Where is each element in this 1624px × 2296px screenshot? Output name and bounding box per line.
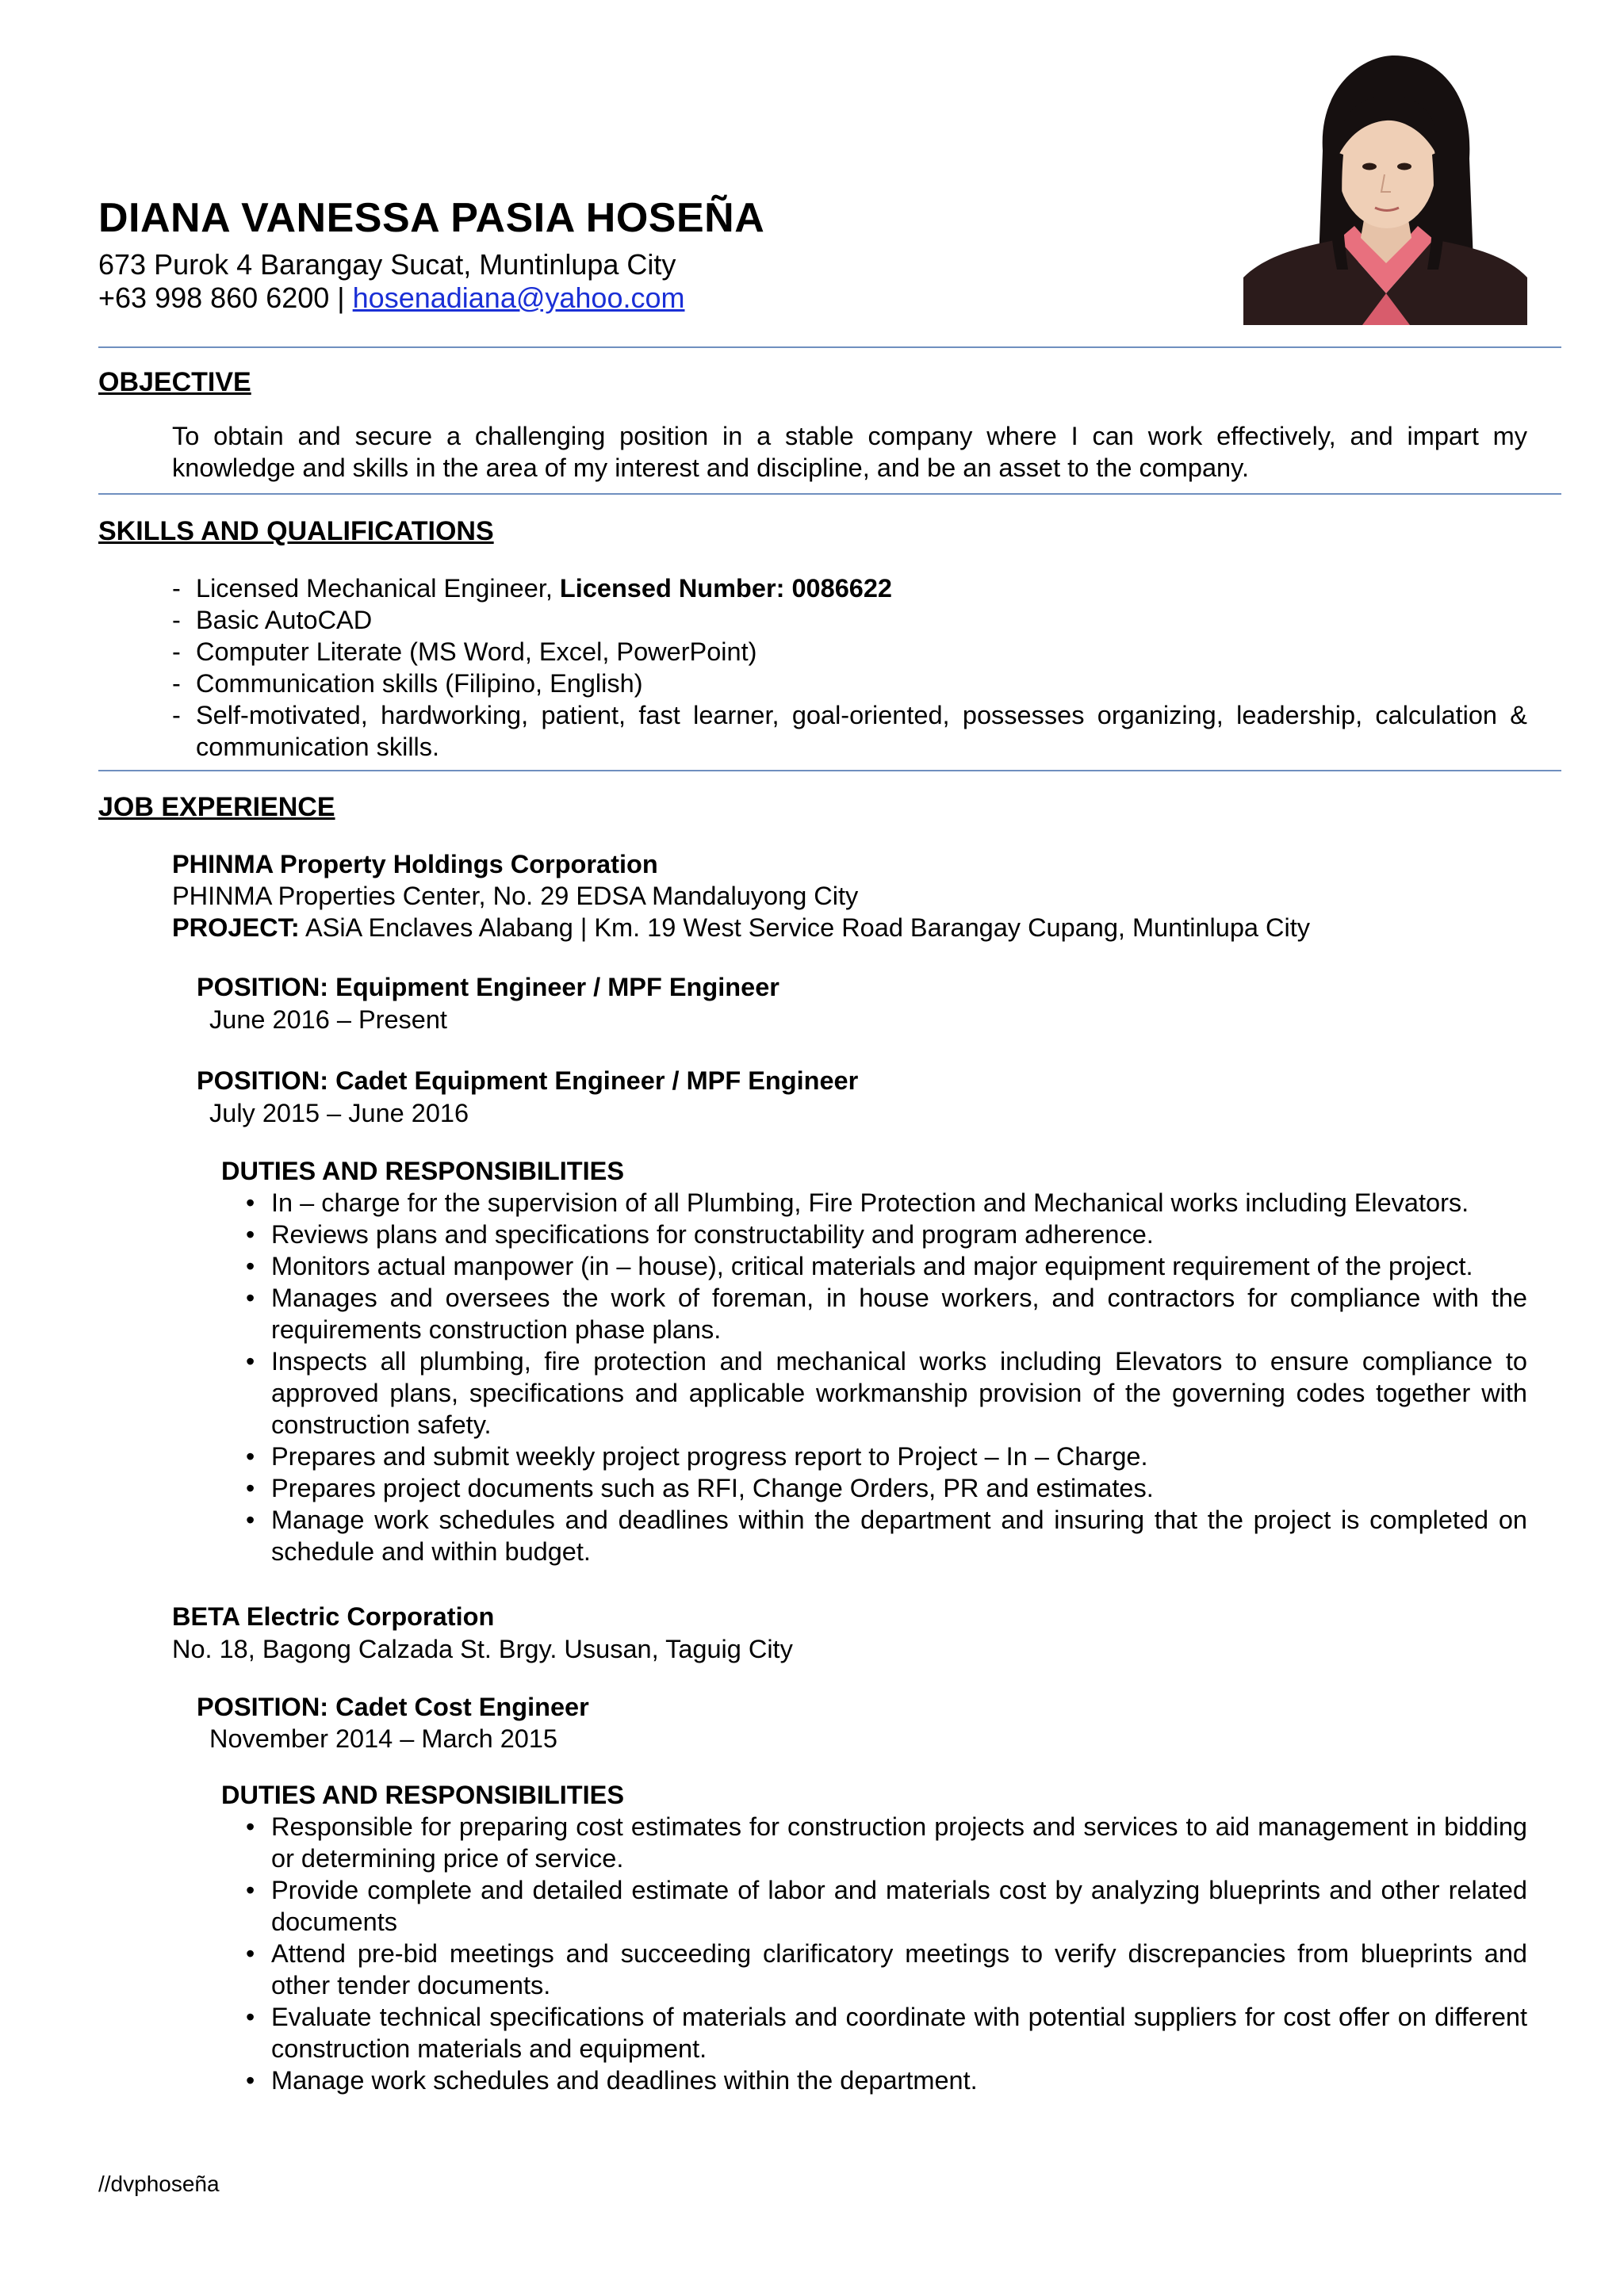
contact-line <box>98 281 685 316</box>
footer-signature: //dvphoseña <box>98 2172 220 2196</box>
duties-heading: DUTIES AND RESPONSIBILITIES <box>221 1157 625 1185</box>
company-address: PHINMA Properties Center, No. 29 EDSA Mandaluyong City <box>172 882 859 910</box>
section-heading-skills: SKILLS AND QUALIFICATIONS <box>98 516 494 546</box>
applicant-name: DIANA VANESSA PASIA HOSEÑA <box>98 195 765 241</box>
list-item: - Self-motivated, hardworking, patient, fast learner, goal-oriented, possesses organizing, leadership, calculation & communication skills. <box>172 699 1527 763</box>
list-item: • Reviews plans and specifications for constructability and program adherence. <box>246 1219 1527 1250</box>
list-item: - Communication skills (Filipino, English) <box>172 668 1527 699</box>
portrait-image <box>1243 55 1527 325</box>
divider <box>98 770 1561 771</box>
position-dates: June 2016 – Present <box>209 1005 447 1034</box>
skills-list <box>172 572 1527 763</box>
objective-text: To obtain and secure a challenging position in a stable company where I can work effectively, and impart my knowledge and skills in the area of my interest and discipline, and be an asset to the company. <box>172 422 1527 482</box>
list-item: - Basic AutoCAD <box>172 604 1527 636</box>
section-heading-objective: OBJECTIVE <box>98 367 251 397</box>
list-item: - Computer Literate (MS Word, Excel, PowerPoint) <box>172 636 1527 668</box>
list-item: - Licensed Mechanical Engineer, Licensed Number: 0086622 <box>172 572 1527 604</box>
list-item: • Prepares project documents such as RFI, Change Orders, PR and estimates. <box>246 1472 1527 1504</box>
section-heading-experience: JOB EXPERIENCE <box>98 792 335 822</box>
list-item: • Manage work schedules and deadlines within the department. <box>246 2064 1527 2096</box>
divider <box>98 346 1561 348</box>
list-item: • Provide complete and detailed estimate of labor and materials cost by analyzing blueprints and other related documents <box>246 1874 1527 1938</box>
list-item: • In – charge for the supervision of all Plumbing, Fire Protection and Mechanical works including Elevators. <box>246 1187 1527 1219</box>
position-dates: July 2015 – June 2016 <box>209 1099 469 1127</box>
list-item: • Inspects all plumbing, fire protection and mechanical works including Elevators to ensure compliance to approved plans, specifications and applicable workmanship provision of the governing codes together with construction safety. <box>246 1345 1527 1441</box>
list-item: • Attend pre-bid meetings and succeeding clarificatory meetings to verify discrepancies from blueprints and other tender documents. <box>246 1938 1527 2001</box>
divider <box>98 493 1561 495</box>
company-name: BETA Electric Corporation <box>172 1602 495 1631</box>
position-title: POSITION: Equipment Engineer / MPF Engineer <box>197 973 779 1001</box>
address: 673 Purok 4 Barangay Sucat, Muntinlupa City <box>98 248 676 281</box>
position-dates: November 2014 – March 2015 <box>209 1724 558 1753</box>
list-item: • Manage work schedules and deadlines within the department and insuring that the project is completed on schedule and within budget. <box>246 1504 1527 1567</box>
company-address: No. 18, Bagong Calzada St. Brgy. Ususan, Taguig City <box>172 1635 793 1663</box>
license-number: Licensed Number: 0086622 <box>559 574 892 603</box>
list-item: • Manages and oversees the work of foreman, in house workers, and contractors for compliance with the requirements construction phase plans. <box>246 1282 1527 1345</box>
position-title: POSITION: Cadet Cost Engineer <box>197 1693 589 1721</box>
profile-photo <box>1243 55 1527 325</box>
list-item: • Evaluate technical specifications of materials and coordinate with potential suppliers for cost offer on different construction materials and equipment. <box>246 2001 1527 2064</box>
phone: +63 998 860 6200 | <box>98 281 353 314</box>
list-item: • Monitors actual manpower (in – house), critical materials and major equipment requirement of the project. <box>246 1250 1527 1282</box>
list-item: • Prepares and submit weekly project progress report to Project – In – Charge. <box>246 1441 1527 1472</box>
project-line: PROJECT: ASiA Enclaves Alabang | Km. 19 West Service Road Barangay Cupang, Muntinlupa City <box>172 913 1310 942</box>
duties-heading: DUTIES AND RESPONSIBILITIES <box>221 1781 625 1809</box>
company-name: PHINMA Property Holdings Corporation <box>172 850 658 878</box>
position-title: POSITION: Cadet Equipment Engineer / MPF Engineer <box>197 1066 859 1095</box>
duties-list <box>246 1187 1527 1567</box>
duties-list <box>246 1811 1527 2096</box>
list-item: • Responsible for preparing cost estimates for construction projects and services to aid management in bidding or determining price of service. <box>246 1811 1527 1874</box>
email-link[interactable]: hosenadiana@yahoo.com <box>352 281 685 314</box>
